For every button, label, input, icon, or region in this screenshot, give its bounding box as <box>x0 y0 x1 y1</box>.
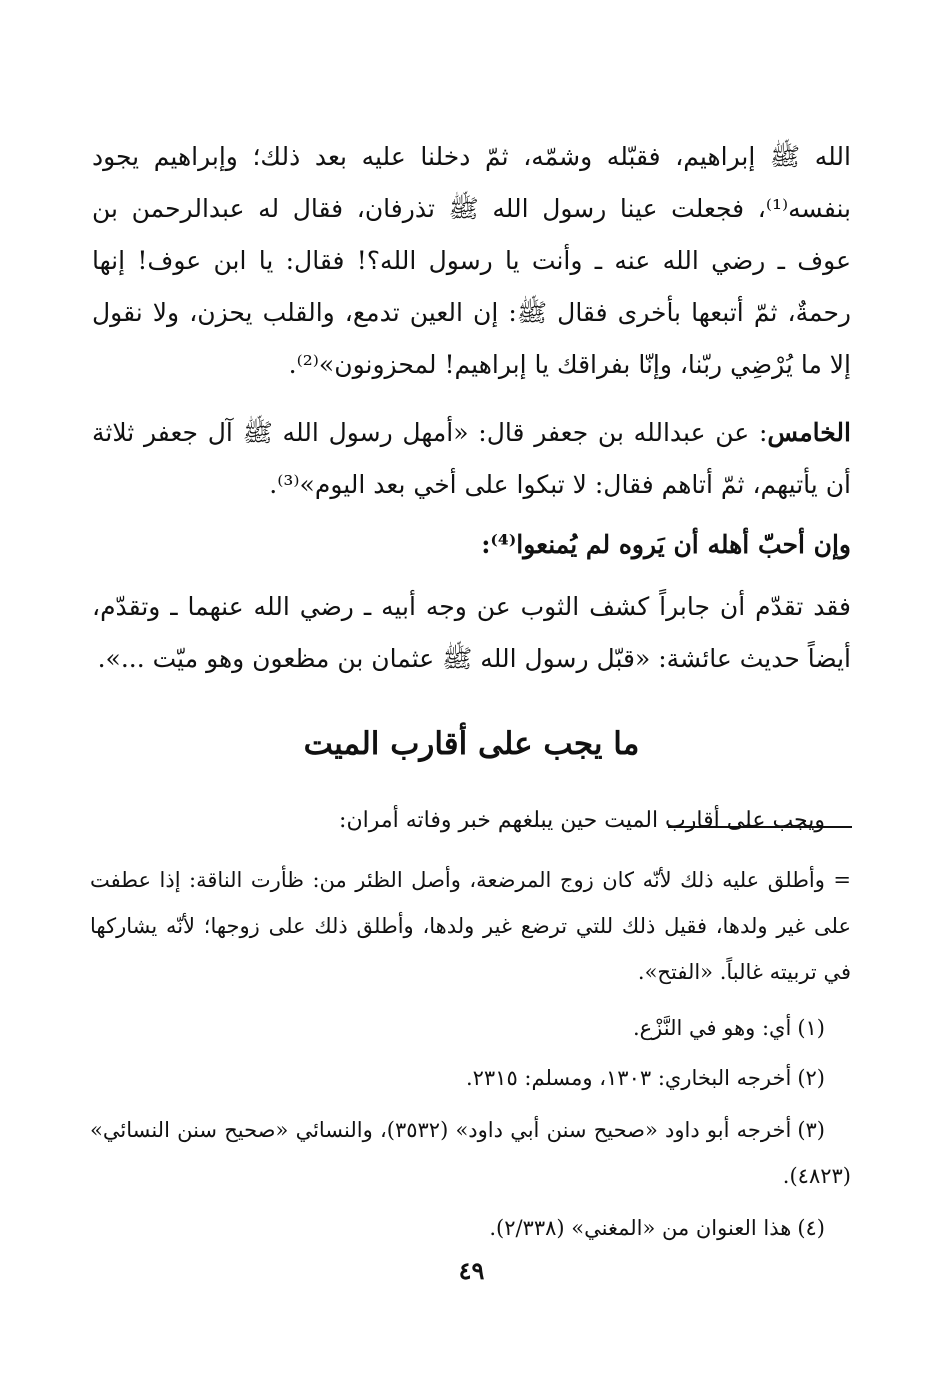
footnote-text: أخرجه البخاري: ١٣٠٣، ومسلم: ٢٣١٥. <box>465 1066 792 1090</box>
subheading-bold-line: وإن أحبّ أهله أن يَروه لم يُمنعوا⁽⁴⁾: <box>481 530 851 559</box>
footnote-text: أي: وهو في النَّزْع. <box>632 1016 792 1040</box>
footnote-marker: (١) <box>797 1016 825 1040</box>
body-paragraph-1: الله ﷺ إبراهيم، فقبّله وشمّه، ثمّ دخلنا عليه بعد ذلك؛ وإبراهيم يجود بنفسه⁽¹⁾، فجعلت عينا رسول الله ﷺ تذرفان، فقال له عبدالرحمن بن عوف ـ رضي الله عنه ـ وأنت يا رسول الله؟! فقال: يا ابن عوف! إنها رحمةٌ، ثمّ أتبعها بأخرى فقال ﷺ: إن العين تدمع، والقلب يحزن، ولا نقول إلا ما يُرْضِي ربّنا، وإنّا بفراقك يا إبراهيم! لمحزونون»⁽²⁾. <box>92 142 851 379</box>
footnote-marker: (٣) <box>797 1118 825 1142</box>
paragraph-lead-word: الخامس <box>767 418 851 447</box>
footnote-separator <box>668 826 852 828</box>
body-paragraph-4: فقد تقدّم أن جابراً كشف الثوب عن وجه أبيه ـ رضي الله عنهما ـ وتقدّم، أيضاً حديث عائشة: «قبّل رسول الله ﷺ عثمان بن مظعون وهو ميّت ...». <box>92 592 851 673</box>
footnote-marker: (٢) <box>797 1066 825 1090</box>
section-heading: ما يجب على أقارب الميت <box>303 725 640 762</box>
footnote-2 <box>90 1055 825 1101</box>
page-number: ٤٩ <box>458 1256 485 1285</box>
footnote-1 <box>90 1005 825 1051</box>
section-intro: ويجب على أقارب الميت حين يبلغهم خبر وفاته أمران: <box>339 808 825 833</box>
footnote-text: هذا العنوان من «المغني» (٢/٣٣٨). <box>489 1216 792 1240</box>
body-paragraph-2 <box>92 407 851 511</box>
footnote-4 <box>90 1205 825 1251</box>
footnote-text: أخرجه أبو داود «صحيح سنن أبي داود» (٣٥٣٢)، والنسائي «صحيح سنن النسائي» (٤٨٢٣). <box>90 1118 851 1188</box>
footnote-continuation: = وأطلق عليه ذلك لأنّه كان زوج المرضعة، وأصل الظئر من: ظأرت الناقة: إذا عطفت على غير ولدها، فقيل ذلك للتي ترضع غير ولدها، وأطلق ذلك على زوجها؛ لأنّه يشاركها في تربيته غالباً. «الفتح». <box>90 868 851 984</box>
footnote-3 <box>90 1107 851 1199</box>
paragraph-2-text: : عن عبدالله بن جعفر قال: «أمهل رسول الله ﷺ آل جعفر ثلاثة أن يأتيهم، ثمّ أتاهم فقال: لا تبكوا على أخي بعد اليوم»⁽³⁾. <box>92 418 851 499</box>
footnote-marker: (٤) <box>797 1216 825 1240</box>
